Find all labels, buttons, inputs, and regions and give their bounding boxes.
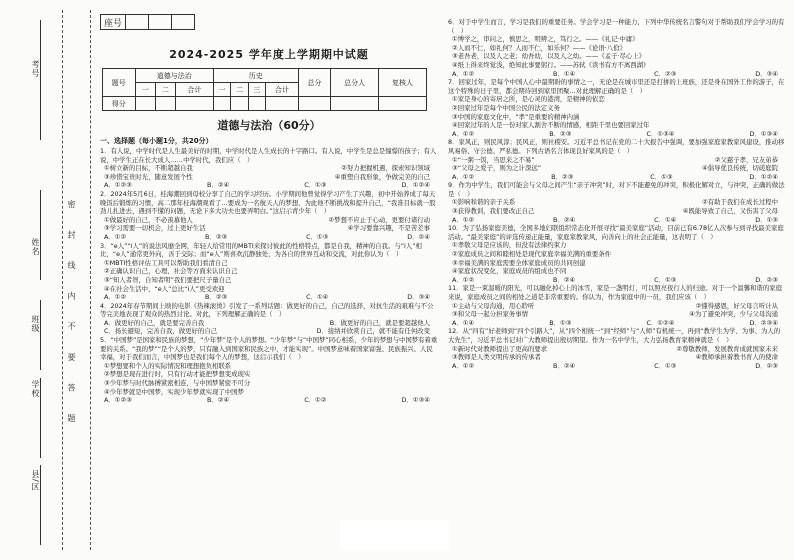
answer-choices [448, 70, 786, 79]
answer-choice[interactable]: A．①② [452, 275, 475, 284]
option-item: ②梦想不应止于心动，更要付诸行动 [328, 215, 430, 224]
option-item: ①新时代对教师提出了更高的要求 [452, 344, 548, 353]
option-item: ②回家过年是每个中国公民的法定义务 [452, 103, 560, 112]
question-stem: 8．家风正，则民风淳；民风正，则社稷安。习近平总书记在党的二十大报告中强调，要加强家庭家教家风建设，推动移风易俗、守公德、严私德。下列古语名言体现良好家风的是（ ） [448, 138, 785, 155]
answer-choice[interactable]: D．②③④ [749, 318, 778, 327]
answer-choice[interactable]: A．①② [452, 172, 475, 181]
option-item: ④倡导优良传统，切磋庭院 [701, 164, 778, 173]
question [100, 242, 438, 302]
option-row [448, 164, 786, 173]
option-item: ①做最好的自己，不必羡慕他人 [104, 215, 193, 224]
option-item: ④教师承担着教书育人的使命 [695, 353, 778, 362]
score-table [102, 68, 427, 111]
answer-choices [100, 396, 438, 405]
score-cell[interactable] [155, 97, 175, 111]
option-row [448, 95, 786, 104]
option-item: ②人而不仁，如礼何？人而不仁，如乐何？——《论语·八佾》 [452, 43, 626, 52]
left-question-list [100, 147, 438, 405]
score-cell[interactable] [175, 97, 213, 111]
label-xingming: 姓名 [31, 238, 40, 256]
question [448, 224, 786, 284]
option-item: ②努力把握机遇，探索知识领域 [341, 164, 430, 173]
option-row [100, 224, 438, 233]
option-item: ③中国的家庭文化中，“孝”是重要的精神内涵 [452, 112, 580, 121]
answer-choice[interactable]: C．①③ [654, 361, 677, 370]
option-item: ①树立新的目标，不断超越自我 [104, 164, 193, 173]
xuexiao-line [40, 378, 41, 458]
option-item: ④重塑自我形象，争做完美的自己 [334, 172, 430, 181]
option-row [448, 156, 786, 165]
option-item: ④少年梦就是中国梦，实现少年梦就实现了中国梦 [104, 387, 244, 396]
answer-choice[interactable]: A．①②③ [104, 396, 132, 405]
kaohao-line [40, 20, 41, 140]
question [100, 147, 438, 190]
option-row [448, 113, 786, 122]
option-item: ③老吾老，以及人之老；幼吾幼，以及人之幼。——《孟子·尽心上》 [452, 52, 646, 61]
option-row [100, 388, 438, 397]
answer-choice[interactable]: B．②③ [551, 172, 574, 181]
answer-choice[interactable]: D．③④ [407, 293, 430, 302]
option-item: ②尊敬教师，发展教育成就国家未来 [676, 344, 778, 353]
option-row [448, 61, 786, 70]
score-th-tihao: 题号 [103, 69, 136, 97]
option-item: ①MBTI性格评估工具可以帮助我们看清自己 [104, 258, 228, 267]
score-th-heji: 合计 [266, 83, 299, 97]
option-row [448, 207, 786, 216]
option-item: ②家庭成员之间和睦相处是现代家庭幸福美满的重要条件 [452, 250, 612, 259]
option-item: ②有助于我们在成长过程中 [701, 198, 778, 207]
question [448, 138, 786, 181]
option-item: ②懂得感恩，好父母言听计从 [695, 301, 778, 310]
score-row-defen: 得分 [103, 97, 136, 111]
answer-choice[interactable]: C．①④ [654, 215, 677, 224]
question [448, 78, 786, 138]
option-item: ④回家过年的人是一份对家人割舍不断的情感，相距千里也要回家过年 [452, 121, 650, 130]
answer-choice[interactable]: D．①②④ [749, 172, 778, 181]
option-row [448, 198, 786, 207]
question-stem: 7．回家过年，是每个中国人心中最期盼的事情之一，无论是在城市里还是打拼的上班族，还是身在国外工作的游子，在这个特殊的日子里，都会期待回到家里团聚…对此理解正确的是（ ） [448, 78, 785, 95]
answer-choice[interactable]: B．②④ [553, 361, 576, 370]
answer-choice[interactable]: C．①②④ [646, 318, 675, 327]
option-item: ①“一粥一饭，当思来之不易” [452, 155, 535, 164]
score-th-zongfen: 总分 [298, 69, 331, 97]
score-th-lishi: 历史 [213, 69, 298, 83]
seat-number-box [100, 14, 195, 30]
question-stem: 4．2024年春节期间上映的电影《热辣滚烫》引发了一系列话题：做更好的自己，自己的选择，对抗生活的艰难与不公等完美地表现了观众的热烈讨论。对此，下列理解正确的是（ ） [100, 301, 434, 319]
answer-choice[interactable]: B．②③ [205, 232, 228, 241]
option-item: ③和父母一起分担家务事情 [452, 310, 529, 319]
answer-choice[interactable]: A．①② [104, 232, 127, 241]
answer-choice[interactable]: B．②④ [206, 396, 230, 405]
page-footer-blank [340, 520, 450, 550]
score-th-er: 二 [155, 83, 175, 97]
answer-choices [100, 233, 438, 242]
question-stem: 12．从“四有”好老师到“四个引路人”，从“四个相统一”到“经师”与“人师”有机统一，再到“教学生为学、为事、为人的大先生”，习近平总书记对广大教师提出殷切期望。作为一名中学生，大力弘扬教育家精神就是（ ） [448, 327, 781, 344]
option-row [448, 241, 786, 250]
option-item: ③少年梦与时代脉搏紧密相连，与中国梦紧密不可分 [104, 379, 251, 388]
question-stem: 9．作为中学生，我们可能会与父母之间产生“亲子冲突”时，对下不能避免的冲突，积极化解对立，与冲突，正确的做法是（ ） [448, 181, 785, 198]
option-item: ③教师是人类文明传承的传承者 [452, 353, 541, 362]
answer-choice[interactable]: B．②④ [206, 181, 230, 190]
option-row [100, 379, 438, 388]
score-cell[interactable] [248, 97, 265, 111]
option-item: C．扬长避短，完善自我，做更好的自己 [104, 327, 218, 336]
option-row [448, 345, 786, 354]
answer-choice[interactable]: C．①③ [306, 232, 329, 241]
answer-choice[interactable]: D．②④ [407, 232, 430, 241]
banji-line [40, 300, 41, 370]
answer-choice[interactable]: C．①④ [306, 293, 329, 302]
answer-choice[interactable]: B．①③ [549, 318, 572, 327]
seat-cell[interactable] [149, 15, 172, 30]
score-th-san: 三 [248, 83, 265, 97]
answer-choice[interactable]: C．①② [304, 396, 327, 405]
score-cell[interactable] [135, 97, 155, 111]
answer-choices [448, 362, 786, 371]
option-item: ①影响和谐的亲子关系 [452, 198, 516, 207]
option-item: ①博学之，审问之，慎思之，明辨之，笃行之。——《礼记·中庸》 [452, 35, 639, 44]
score-cell[interactable] [231, 97, 248, 111]
score-cell[interactable] [213, 97, 230, 111]
option-item: ①主动与父母沟通，用心聆听 [452, 301, 535, 310]
question [100, 336, 438, 405]
answer-choice[interactable]: B．②③ [205, 293, 228, 302]
label-banji: 班级 [31, 315, 40, 333]
option-row [448, 353, 786, 362]
option-item: ④既能导致了自己，又伤害了父母 [682, 207, 778, 216]
answer-choice[interactable]: B．①④ [553, 69, 576, 78]
answer-choice[interactable]: A．①② [104, 293, 127, 302]
seat-cell[interactable] [126, 15, 149, 30]
answer-choice[interactable]: B．②④ [553, 215, 576, 224]
label-kaohao: 考号 [31, 60, 40, 78]
subject-title: 道德与法治（60分） [217, 119, 321, 132]
answer-choice[interactable]: B．②③ [549, 129, 572, 138]
question-stem: 3．“e人”“i人”的说法风靡全网，年轻人给常用的MBTI来探讨彼此的性格特点，都是自我，精神的自我。与“i人”相比，“e人”通常更外向，善于交际；而“e人”则喜欢沉静独处，为各自的世界互动和交流，对此你认为（ ） [100, 241, 422, 259]
option-row [100, 285, 438, 294]
option-row [448, 259, 786, 268]
option-item: ④纸上得来终觉浅，绝知此事要躬行。——苏轼《读书有方不离西湖》 [452, 60, 650, 69]
option-row [100, 173, 438, 182]
option-item: ④在社会生活中，“e人”总比“i人”更受欢迎 [104, 284, 225, 293]
question-stem: 11．家是一束温暖的阳光，可以融化掉心上的冰雪，家是一盏明灯，可以照亮夜行人的归途。对于一个温馨和谐的家庭来说，家庭成员之间的相处之道是非常重要的。你认为，作为家庭中的一员，我们应该（ ） [448, 284, 783, 301]
answer-choice[interactable]: A．①② [452, 361, 475, 370]
answer-choice[interactable]: C．①③ [654, 275, 677, 284]
answer-choice[interactable]: D．③④ [755, 69, 778, 78]
option-row [448, 310, 786, 319]
score-cell[interactable] [379, 97, 427, 111]
answer-choice[interactable]: A．①② [452, 129, 475, 138]
answer-choice[interactable]: A．①②③ [104, 181, 132, 190]
answer-choices [448, 173, 786, 182]
question-stem: 1．有人说，中学时代是人生最美好的时期，中学时代是人生成长的十字路口。有人说，中学生是总是憧憬的孩子；有人说，中学生正在长大成人……中学时代，我们应（ ） [100, 147, 437, 164]
xingming-line [40, 190, 41, 280]
seal-line-inner [90, 10, 91, 550]
question [100, 302, 438, 336]
seat-label: 座号 [101, 15, 126, 30]
option-item: D．接纳并欣赏自己，就不能有任何改变 [316, 327, 430, 336]
paper-title: 2024-2025 学年度上学期期中试题 [169, 48, 369, 61]
option-item: B．做更好的自己，就是要超越他人 [329, 318, 430, 327]
option-row [448, 302, 786, 311]
score-th-hefen: 总分人 [331, 69, 379, 97]
question-stem: 10．为了弘扬家庭美德，全国多地妇联组织常态化开展寻找“最美家庭”活动，目前已有6.78亿人次参与到寻找最美家庭活动。“最美家庭”的评选传递正能量，家庭家教家风，向善向上的社会正能量，这表明了（ ） [448, 224, 784, 241]
answer-choice[interactable]: C．①③ [650, 172, 673, 181]
option-row [448, 250, 786, 259]
seat-cell[interactable] [172, 15, 195, 30]
answer-choice[interactable]: D．①③④ [401, 396, 430, 405]
score-th-yi: 一 [135, 83, 155, 97]
option-row [448, 104, 786, 113]
question [448, 18, 786, 78]
score-cell[interactable] [298, 97, 331, 111]
option-item: ③获得教训，我们要改正自己 [452, 207, 535, 216]
score-th-yi: 一 [213, 83, 230, 97]
option-item: ①梦想要和个人的实际情况和理想抱负相联系 [104, 361, 232, 370]
option-row [100, 276, 438, 285]
option-item: ①孝敬父母是应该的，但没有法律约束力 [452, 241, 567, 250]
question-stem: 5．“中国梦”是国家和民族的梦想，“少年梦”是个人的梦想。“少年梦”与“中国梦”同心相系，少年的梦想与中国梦有着重要的关系。“我的梦”“是个人的梦，只有融入到国家和民族之中，才能实现”。中国梦意味着国家富强、民族振兴、人民幸福，对于我们而言，中国梦也是我们每个人的梦想，这启示我们（ ） [100, 336, 438, 362]
score-th-fuhe: 复核人 [379, 69, 427, 97]
score-th-heji: 合计 [175, 83, 213, 97]
option-item: ④为了避免冲突，少与父母沟通 [689, 310, 778, 319]
answer-choice[interactable]: B．②④ [553, 275, 576, 284]
answer-choices [100, 181, 438, 190]
answer-choice[interactable]: A．①② [452, 69, 475, 78]
option-row [448, 35, 786, 44]
answer-choices [100, 293, 438, 302]
option-item: ④学习要靠兴趣，不是苦差事 [347, 224, 430, 233]
option-item: ③“知人者智，自知者明”我们要把尺子量自己 [104, 275, 232, 284]
seal-line [62, 10, 63, 550]
answer-choice[interactable]: D．②③ [755, 275, 778, 284]
option-item: ③珍惜宝贵时光，随意发展个性 [104, 172, 193, 181]
option-row [100, 327, 438, 336]
xianqu-line [40, 465, 41, 545]
question [100, 190, 438, 242]
answer-choices [448, 216, 786, 225]
answer-choice[interactable]: D．①②④ [401, 181, 430, 190]
option-row [100, 267, 438, 276]
question [448, 181, 786, 224]
answer-choice[interactable]: C．②③ [654, 69, 677, 78]
answer-choice[interactable]: D．①③④ [749, 129, 778, 138]
score-th-er: 二 [231, 83, 248, 97]
option-item: ④家庭状况变化，家庭成员的组成也不同 [452, 267, 567, 276]
answer-choice[interactable]: D．②③ [755, 361, 778, 370]
option-item: ③学习需要一切机会，过上更好生活 [104, 224, 206, 233]
answer-choice[interactable]: D．①③ [755, 215, 778, 224]
label-xianqu: 县/区 [31, 470, 40, 492]
option-item: ②正确认识自己，心理、社会等方面来认识自己 [104, 267, 238, 276]
option-item: A．做更好的自己，就是要完善自我 [104, 318, 205, 327]
option-row [448, 52, 786, 61]
option-item: ①家是身心的寄居之所，是心灵的港湾，是精神的依恋 [452, 95, 605, 104]
seal-warning: 密 封 线 内 不 要 答 题 [67, 200, 76, 432]
option-item: ③“父母之爱子，则为之计深远” [452, 164, 542, 173]
question-stem: 2．2024年5月6日，桂海潮回到母校分享了自己的学习经历。小学期间他曾觉得学习产生了兴趣，初中开始养成了每天晚饭后锻炼的习惯，高二那年桂海潮观看了…要成为一名航天人的梦想，为此他不断挑战和提升自己，“我准目标就一股劲儿扎进去，遇到不懂的问题，无论下多大功夫也要弄明白。”这启示青少年（ ） [100, 189, 436, 216]
answer-choice[interactable]: C．①③ [304, 181, 327, 190]
section-heading: 一、选择题（每小题1分，共20分） [100, 137, 213, 145]
option-row [100, 164, 438, 173]
answer-choice[interactable]: C．①③④ [646, 129, 675, 138]
answer-choice[interactable]: A．①② [452, 215, 475, 224]
right-question-list [448, 18, 786, 370]
option-row [448, 267, 786, 276]
left-column [100, 46, 438, 551]
question [448, 284, 786, 327]
option-row [100, 370, 438, 379]
option-item: ③幸福美满的家庭需要全体家庭成员的共同创建 [452, 258, 586, 267]
option-row [448, 121, 786, 130]
score-cell[interactable] [331, 97, 379, 111]
option-item: ②梦想是现在进行时，只有行动才能把梦想变成现实 [104, 370, 251, 379]
label-xuexiao: 学校 [31, 380, 40, 398]
option-item: ②父慈子孝，兄友弟恭 [714, 155, 778, 164]
question-stem: 6．对于中学生而言，学习是我们的重要任务。学会学习是一种能力，下列中华传统名言警句对于帮助我们学会学习的有（ ） [448, 18, 785, 35]
score-cell[interactable] [266, 97, 299, 111]
question [448, 327, 786, 370]
answer-choice[interactable]: A．①④ [452, 318, 475, 327]
score-th-daode: 道德与法治 [135, 69, 213, 83]
right-column [448, 18, 786, 548]
binding-margin [0, 0, 98, 560]
